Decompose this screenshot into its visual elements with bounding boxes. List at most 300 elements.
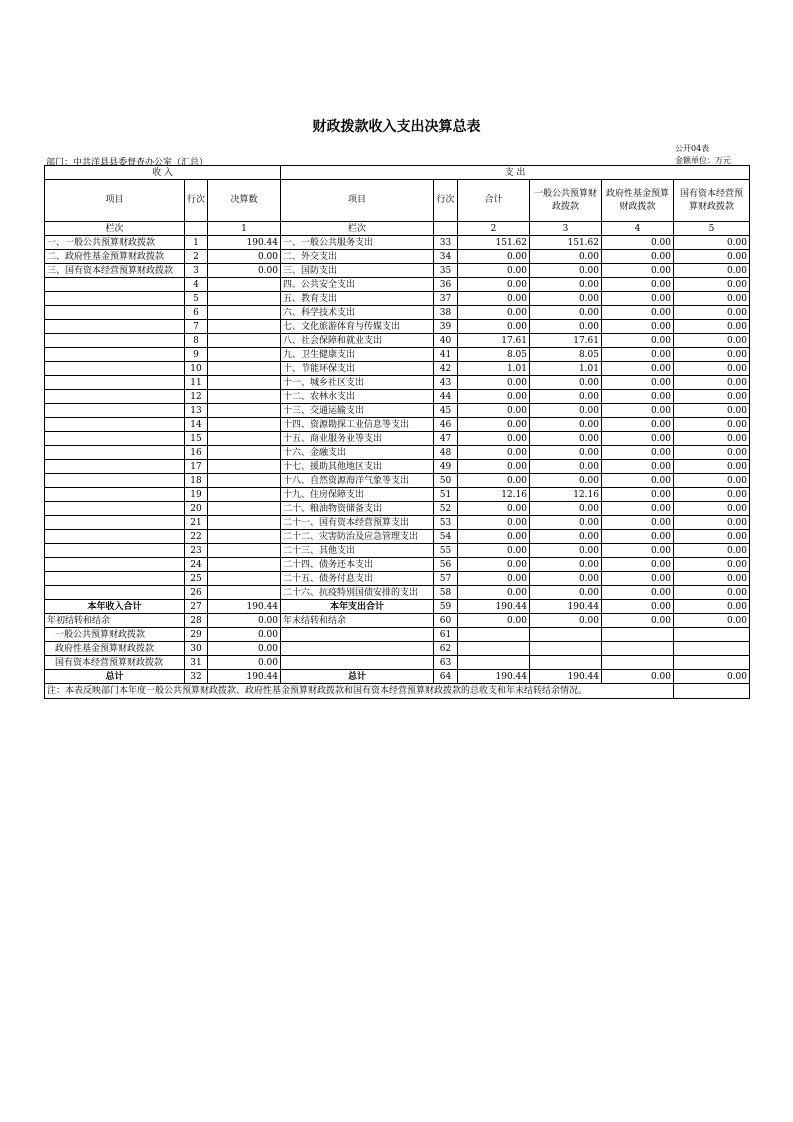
carry-row [45,614,750,628]
state-capital-amount: 0.00 [674,460,750,474]
state-capital-amount [674,628,750,642]
expense-line-no: 36 [434,278,458,292]
expense-item [281,656,434,670]
total-amount: 0.00 [458,614,530,628]
income-line-no: 7 [185,320,208,334]
state-capital-amount: 0.00 [674,446,750,460]
expense-item: 十八、自然资源海洋气象等支出 [281,474,434,488]
total-amount: 17.61 [458,334,530,348]
table-row [45,362,750,376]
income-amount [208,334,281,348]
income-line-no: 30 [185,642,208,656]
income-amount [208,572,281,586]
col-index-label2: 栏次 [281,222,434,236]
general-budget-amount [530,656,602,670]
gov-fund-amount: 0.00 [602,362,674,376]
gov-fund-amount: 0.00 [602,390,674,404]
expense-line-no: 44 [434,390,458,404]
total-amount: 0.00 [458,558,530,572]
expense-line-no: 34 [434,250,458,264]
carry-row [45,628,750,642]
page-title: 财政拨款收入支出决算总表 [312,119,481,135]
expense-item: 十一、城乡社区支出 [281,376,434,390]
expense-item: 二十五、债务付息支出 [281,572,434,586]
total-amount [458,656,530,670]
expense-item: 四、公共安全支出 [281,278,434,292]
state-capital-amount: 0.00 [674,614,750,628]
income-amount [208,306,281,320]
state-capital-amount: 0.00 [674,544,750,558]
income-item [45,502,185,516]
column-index-row [45,222,750,236]
income-line-no: 28 [185,614,208,628]
total-amount: 0.00 [458,278,530,292]
income-line-no: 13 [185,404,208,418]
table-row [45,516,750,530]
income-line-no: 15 [185,432,208,446]
note-blank [674,684,750,699]
income-line-no: 18 [185,474,208,488]
income-amount: 0.00 [208,628,281,642]
general-budget-amount: 0.00 [530,460,602,474]
expense-item: 九、卫生健康支出 [281,348,434,362]
income-amount [208,586,281,600]
income-amount [208,460,281,474]
gov-fund-amount: 0.00 [602,474,674,488]
income-item [45,530,185,544]
total-amount: 0.00 [458,250,530,264]
general-budget-amount: 190.44 [530,600,602,614]
note-row [45,684,750,699]
expense-item: 二十三、其他支出 [281,544,434,558]
income-section-label: 收 入 [45,166,281,180]
state-capital-amount: 0.00 [674,404,750,418]
income-item [45,376,185,390]
income-line-no: 22 [185,530,208,544]
income-line-no: 24 [185,558,208,572]
expense-item: 十三、交通运输支出 [281,404,434,418]
expense-item: 二十一、国有资本经营预算支出 [281,516,434,530]
income-item: 三、国有资本经营预算财政拨款 [45,264,185,278]
expense-line-no: 49 [434,460,458,474]
expense-line-no: 50 [434,474,458,488]
total-amount [458,642,530,656]
expense-line-no: 51 [434,488,458,502]
expense-line-no: 35 [434,264,458,278]
income-line-no: 26 [185,586,208,600]
income-amount [208,292,281,306]
income-line-no: 14 [185,418,208,432]
gov-fund-amount: 0.00 [602,236,674,250]
state-capital-amount: 0.00 [674,236,750,250]
expense-line-no: 47 [434,432,458,446]
state-capital-amount: 0.00 [674,306,750,320]
state-capital-amount: 0.00 [674,376,750,390]
income-amount [208,390,281,404]
gov-fund-amount: 0.00 [602,320,674,334]
gov-fund-amount: 0.00 [602,530,674,544]
table-row [45,572,750,586]
table-row [45,418,750,432]
general-budget-amount: 17.61 [530,334,602,348]
expense-item: 一、一般公共服务支出 [281,236,434,250]
total-amount: 0.00 [458,390,530,404]
income-amount [208,558,281,572]
state-capital-amount [674,642,750,656]
expense-item [281,628,434,642]
state-capital-amount: 0.00 [674,348,750,362]
income-line-no: 29 [185,628,208,642]
income-amount [208,320,281,334]
expense-section-label: 支 出 [281,166,750,180]
note-text: 注：本表反映部门本年度一般公共预算财政拨款、政府性基金预算财政拨款和国有资本经营预算财政拨款的总收支和年末结转结余情况。 [45,684,674,699]
income-item: 本年收入合计 [45,600,185,614]
header-item2: 项目 [281,180,434,222]
income-item [45,586,185,600]
income-item [45,418,185,432]
header-line-no2: 行次 [434,180,458,222]
expense-item: 十六、金融支出 [281,446,434,460]
general-budget-amount: 0.00 [530,418,602,432]
total-amount [458,628,530,642]
income-amount [208,544,281,558]
income-line-no: 21 [185,516,208,530]
total-amount: 12.16 [458,488,530,502]
table-row [45,502,750,516]
col-index-blank [185,222,208,236]
table-row [45,390,750,404]
department-label: 部门：中共洋县县委督查办公室（汇总） [46,158,209,168]
expense-line-no: 61 [434,628,458,642]
header-item: 项目 [45,180,185,222]
general-budget-amount: 8.05 [530,348,602,362]
table-row [45,250,750,264]
income-item [45,278,185,292]
total-amount: 0.00 [458,418,530,432]
state-capital-amount: 0.00 [674,390,750,404]
col-index-4: 4 [602,222,674,236]
expense-line-no: 48 [434,446,458,460]
income-line-no: 4 [185,278,208,292]
expense-item: 十四、资源勘探工业信息等支出 [281,418,434,432]
gov-fund-amount: 0.00 [602,544,674,558]
total-amount: 0.00 [458,544,530,558]
income-item [45,558,185,572]
state-capital-amount: 0.00 [674,572,750,586]
income-line-no: 12 [185,390,208,404]
total-amount: 0.00 [458,320,530,334]
income-line-no: 5 [185,292,208,306]
gov-fund-amount: 0.00 [602,264,674,278]
income-item [45,544,185,558]
total-amount: 0.00 [458,446,530,460]
header-general-budget: 一般公共预算财政拨款 [530,180,602,222]
general-budget-amount: 0.00 [530,264,602,278]
expense-item: 年末结转和结余 [281,614,434,628]
gov-fund-amount: 0.00 [602,250,674,264]
general-budget-amount: 0.00 [530,376,602,390]
table-row [45,306,750,320]
general-budget-amount: 0.00 [530,250,602,264]
income-line-no: 19 [185,488,208,502]
expense-item: 二十、粮油物资储备支出 [281,502,434,516]
expense-item: 十、节能环保支出 [281,362,434,376]
general-budget-amount: 0.00 [530,390,602,404]
income-amount [208,516,281,530]
income-item [45,460,185,474]
income-item: 政府性基金预算财政拨款 [45,642,185,656]
table-row [45,488,750,502]
expense-item: 十七、援助其他地区支出 [281,460,434,474]
table-row [45,264,750,278]
total-amount: 8.05 [458,348,530,362]
expense-line-no: 52 [434,502,458,516]
expense-line-no: 42 [434,362,458,376]
gov-fund-amount: 0.00 [602,488,674,502]
income-line-no: 11 [185,376,208,390]
total-amount: 0.00 [458,516,530,530]
expense-line-no: 54 [434,530,458,544]
expense-item: 十九、住房保障支出 [281,488,434,502]
table-row [45,432,750,446]
general-budget-amount: 0.00 [530,278,602,292]
gov-fund-amount: 0.00 [602,278,674,292]
general-budget-amount: 12.16 [530,488,602,502]
income-line-no: 23 [185,544,208,558]
expense-line-no: 53 [434,516,458,530]
income-amount [208,446,281,460]
table-row [45,236,750,250]
income-amount [208,488,281,502]
general-budget-amount: 0.00 [530,558,602,572]
income-amount [208,362,281,376]
table-row [45,460,750,474]
gov-fund-amount: 0.00 [602,614,674,628]
income-line-no: 6 [185,306,208,320]
income-amount: 190.44 [208,670,281,684]
table-row [45,404,750,418]
gov-fund-amount [602,642,674,656]
general-budget-amount: 1.01 [530,362,602,376]
total-amount: 0.00 [458,460,530,474]
unit-label: 金额单位：万元 [675,156,731,165]
income-item: 国有资本经营预算财政拨款 [45,656,185,670]
gov-fund-amount: 0.00 [602,292,674,306]
income-item [45,446,185,460]
expense-line-no: 62 [434,642,458,656]
expense-item: 二十四、债务还本支出 [281,558,434,572]
state-capital-amount: 0.00 [674,250,750,264]
state-capital-amount: 0.00 [674,488,750,502]
state-capital-amount: 0.00 [674,516,750,530]
income-item [45,306,185,320]
income-item [45,390,185,404]
general-budget-amount: 0.00 [530,586,602,600]
header-final-amount: 决算数 [208,180,281,222]
income-line-no: 8 [185,334,208,348]
income-amount: 0.00 [208,642,281,656]
state-capital-amount: 0.00 [674,418,750,432]
state-capital-amount: 0.00 [674,320,750,334]
gov-fund-amount: 0.00 [602,348,674,362]
total-amount: 151.62 [458,236,530,250]
general-budget-amount: 0.00 [530,516,602,530]
expense-line-no: 37 [434,292,458,306]
income-item [45,320,185,334]
table-row [45,446,750,460]
table-row [45,474,750,488]
income-item: 一般公共预算财政拨款 [45,628,185,642]
income-item [45,488,185,502]
total-amount: 0.00 [458,474,530,488]
expense-item: 六、科学技术支出 [281,306,434,320]
total-amount: 0.00 [458,432,530,446]
income-item: 二、政府性基金预算财政拨款 [45,250,185,264]
income-item [45,292,185,306]
income-amount [208,502,281,516]
income-amount: 0.00 [208,656,281,670]
col-index-blank2 [434,222,458,236]
total-amount: 190.44 [458,670,530,684]
expense-line-no: 64 [434,670,458,684]
income-amount [208,404,281,418]
income-line-no: 32 [185,670,208,684]
gov-fund-amount: 0.00 [602,306,674,320]
income-line-no: 10 [185,362,208,376]
income-item [45,474,185,488]
state-capital-amount: 0.00 [674,264,750,278]
table-row [45,278,750,292]
table-row [45,544,750,558]
general-budget-amount: 0.00 [530,530,602,544]
general-budget-amount: 0.00 [530,572,602,586]
income-item: 年初结转和结余 [45,614,185,628]
income-amount [208,348,281,362]
total-amount: 0.00 [458,264,530,278]
expense-line-no: 41 [434,348,458,362]
income-amount [208,376,281,390]
expense-line-no: 56 [434,558,458,572]
income-item [45,432,185,446]
state-capital-amount [674,656,750,670]
carry-row [45,656,750,670]
gov-fund-amount: 0.00 [602,516,674,530]
gov-fund-amount: 0.00 [602,446,674,460]
expense-line-no: 43 [434,376,458,390]
table-row [45,558,750,572]
table-row [45,334,750,348]
total-amount: 0.00 [458,376,530,390]
total-amount: 0.00 [458,404,530,418]
state-capital-amount: 0.00 [674,670,750,684]
income-item [45,404,185,418]
income-line-no: 17 [185,460,208,474]
total-amount: 0.00 [458,306,530,320]
gov-fund-amount [602,656,674,670]
section-header-row [45,166,750,180]
form-number: 公开04表 [675,144,710,153]
expense-line-no: 46 [434,418,458,432]
column-header-row [45,180,750,222]
general-budget-amount: 0.00 [530,544,602,558]
expense-line-no: 57 [434,572,458,586]
carry-row [45,642,750,656]
header-gov-fund: 政府性基金预算财政拨款 [602,180,674,222]
expense-item [281,642,434,656]
table-row [45,348,750,362]
general-budget-amount: 0.00 [530,292,602,306]
expense-item: 三、国防支出 [281,264,434,278]
total-amount: 190.44 [458,600,530,614]
general-budget-amount [530,642,602,656]
state-capital-amount: 0.00 [674,586,750,600]
income-amount [208,278,281,292]
col-index-label: 栏次 [45,222,185,236]
header-line-no: 行次 [185,180,208,222]
state-capital-amount: 0.00 [674,502,750,516]
general-budget-amount: 0.00 [530,404,602,418]
expense-item: 五、教育支出 [281,292,434,306]
state-capital-amount: 0.00 [674,600,750,614]
expense-line-no: 38 [434,306,458,320]
income-amount: 0.00 [208,250,281,264]
gov-fund-amount: 0.00 [602,376,674,390]
gov-fund-amount: 0.00 [602,460,674,474]
gov-fund-amount: 0.00 [602,558,674,572]
state-capital-amount: 0.00 [674,278,750,292]
income-amount [208,432,281,446]
expense-line-no: 55 [434,544,458,558]
general-budget-amount [530,628,602,642]
income-item [45,572,185,586]
col-index-2: 2 [458,222,530,236]
expense-item: 八、社会保障和就业支出 [281,334,434,348]
income-amount [208,530,281,544]
total-amount: 1.01 [458,362,530,376]
income-line-no: 27 [185,600,208,614]
expense-line-no: 33 [434,236,458,250]
gov-fund-amount: 0.00 [602,334,674,348]
total-amount: 0.00 [458,502,530,516]
expense-item: 二、外交支出 [281,250,434,264]
income-amount: 190.44 [208,236,281,250]
income-line-no: 9 [185,348,208,362]
income-amount: 0.00 [208,264,281,278]
expense-item: 二十六、抗疫特别国债安排的支出 [281,586,434,600]
table-row [45,292,750,306]
gov-fund-amount: 0.00 [602,572,674,586]
state-capital-amount: 0.00 [674,334,750,348]
income-line-no: 31 [185,656,208,670]
expense-item: 二十二、灾害防治及应急管理支出 [281,530,434,544]
income-item [45,348,185,362]
income-amount [208,418,281,432]
gov-fund-amount: 0.00 [602,404,674,418]
general-budget-amount: 0.00 [530,432,602,446]
expense-line-no: 45 [434,404,458,418]
expense-line-no: 40 [434,334,458,348]
income-item: 一、一般公共预算财政拨款 [45,236,185,250]
state-capital-amount: 0.00 [674,432,750,446]
expense-line-no: 58 [434,586,458,600]
col-index-3: 3 [530,222,602,236]
income-amount: 190.44 [208,600,281,614]
year-total-row [45,600,750,614]
state-capital-amount: 0.00 [674,474,750,488]
general-budget-amount: 190.44 [530,670,602,684]
expense-item: 总计 [281,670,434,684]
state-capital-amount: 0.00 [674,292,750,306]
